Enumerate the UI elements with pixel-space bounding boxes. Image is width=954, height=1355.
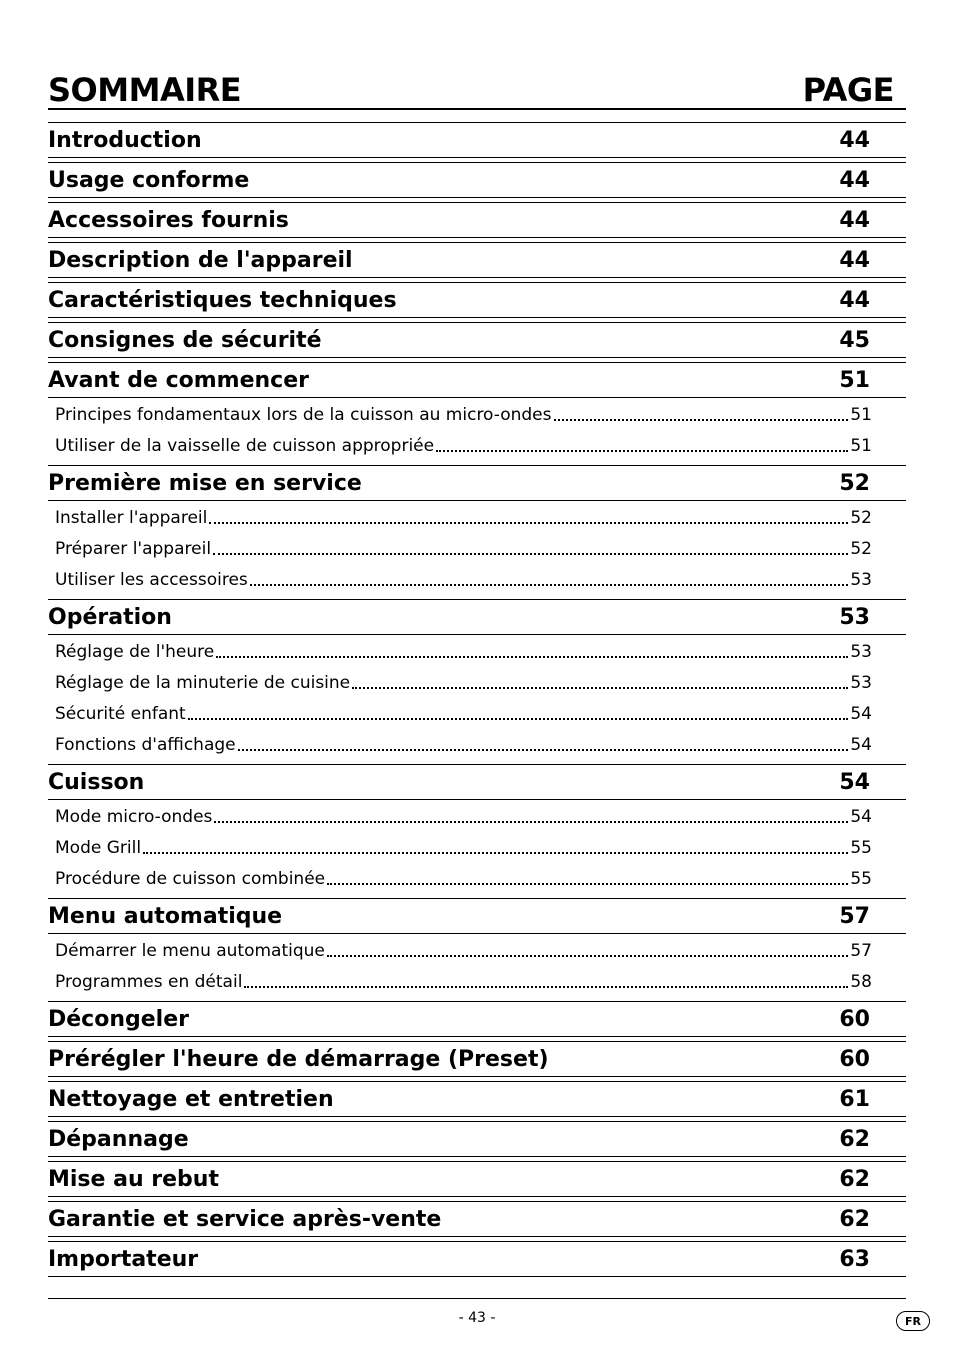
dot-leader — [209, 522, 848, 524]
page-number: - 43 - — [458, 1310, 496, 1326]
dot-leader — [214, 821, 848, 823]
subsection-page: 53 — [850, 672, 872, 693]
section-page: 52 — [839, 471, 870, 496]
section-page: 44 — [839, 248, 870, 273]
toc-section[interactable] — [48, 1041, 906, 1077]
section-page: 45 — [839, 328, 870, 353]
toc-section[interactable] — [48, 162, 906, 198]
section-page: 62 — [839, 1167, 870, 1192]
section-page: 62 — [839, 1207, 870, 1232]
section-title: Importateur — [48, 1247, 199, 1272]
toc-subsection[interactable] — [48, 966, 906, 997]
toc-subsection[interactable] — [48, 729, 906, 760]
section-title: Première mise en service — [48, 471, 362, 496]
toc-subsection[interactable] — [48, 564, 906, 595]
dot-leader — [216, 656, 848, 658]
dot-leader — [238, 749, 849, 751]
subsection-title: Mode micro-ondes — [55, 806, 213, 827]
section-page: 63 — [839, 1247, 870, 1272]
subsection-title: Procédure de cuisson combinée — [55, 868, 326, 889]
toc-section[interactable] — [48, 122, 906, 158]
toc-subsection[interactable] — [48, 502, 906, 533]
dot-leader — [188, 718, 849, 720]
section-title: Introduction — [48, 128, 202, 153]
section-title: Consignes de sécurité — [48, 328, 322, 353]
section-page: 57 — [839, 904, 870, 929]
dot-leader — [352, 687, 848, 689]
toc-section[interactable] — [48, 764, 906, 800]
toc-subsection[interactable] — [48, 801, 906, 832]
section-title: Décongeler — [48, 1007, 189, 1032]
subsection-title: Démarrer le menu automatique — [55, 940, 325, 961]
subsection-page: 54 — [850, 806, 872, 827]
toc-section[interactable] — [48, 1241, 906, 1277]
section-title: Prérégler l'heure de démarrage (Preset) — [48, 1047, 549, 1072]
section-page: 60 — [839, 1047, 870, 1072]
section-title: Opération — [48, 605, 172, 630]
dot-leader — [213, 553, 848, 555]
dot-leader — [244, 986, 848, 988]
dot-leader — [250, 584, 849, 586]
toc-section[interactable] — [48, 599, 906, 635]
subsection-list — [48, 800, 906, 894]
toc-subsection[interactable] — [48, 863, 906, 894]
section-title: Mise au rebut — [48, 1167, 219, 1192]
section-page: 51 — [839, 368, 870, 393]
table-of-contents — [48, 122, 906, 1281]
subsection-list — [48, 635, 906, 760]
toc-subsection[interactable] — [48, 698, 906, 729]
toc-section[interactable] — [48, 1121, 906, 1157]
section-title: Menu automatique — [48, 904, 283, 929]
subsection-title: Utiliser les accessoires — [55, 569, 248, 590]
section-page: 61 — [839, 1087, 870, 1112]
subsection-page: 52 — [850, 507, 872, 528]
toc-section[interactable] — [48, 322, 906, 358]
toc-subsection[interactable] — [48, 533, 906, 564]
toc-section[interactable] — [48, 1001, 906, 1037]
section-title: Garantie et service après-vente — [48, 1207, 442, 1232]
dot-leader — [327, 955, 848, 957]
subsection-page: 58 — [850, 971, 872, 992]
subsection-page: 54 — [850, 703, 872, 724]
section-page: 44 — [839, 128, 870, 153]
subsection-title: Utiliser de la vaisselle de cuisson appropriée — [55, 435, 435, 456]
subsection-page: 51 — [850, 435, 872, 456]
toc-section[interactable] — [48, 465, 906, 501]
toc-section[interactable] — [48, 282, 906, 318]
toc-subsection[interactable] — [48, 832, 906, 863]
section-title: Avant de commencer — [48, 368, 309, 393]
subsection-page: 53 — [850, 569, 872, 590]
subsection-title: Sécurité enfant — [55, 703, 186, 724]
section-title: Usage conforme — [48, 168, 250, 193]
toc-subsection[interactable] — [48, 935, 906, 966]
section-title: Nettoyage et entretien — [48, 1087, 334, 1112]
section-page: 54 — [839, 770, 870, 795]
section-page: 62 — [839, 1127, 870, 1152]
dot-leader — [436, 450, 848, 452]
toc-header — [48, 70, 906, 110]
section-title: Dépannage — [48, 1127, 189, 1152]
subsection-list — [48, 398, 906, 461]
toc-subsection[interactable] — [48, 667, 906, 698]
subsection-page: 55 — [850, 837, 872, 858]
language-badge: FR — [896, 1311, 930, 1331]
section-page: 53 — [839, 605, 870, 630]
section-title: Caractéristiques techniques — [48, 288, 397, 313]
toc-section[interactable] — [48, 1081, 906, 1117]
toc-subsection[interactable] — [48, 430, 906, 461]
dot-leader — [554, 419, 849, 421]
subsection-title: Installer l'appareil — [55, 507, 208, 528]
toc-section[interactable] — [48, 202, 906, 238]
subsection-page: 52 — [850, 538, 872, 559]
section-page: 44 — [839, 168, 870, 193]
footer-divider — [48, 1298, 906, 1299]
subsection-list — [48, 934, 906, 997]
subsection-page: 55 — [850, 868, 872, 889]
subsection-title: Principes fondamentaux lors de la cuisson au micro-ondes — [55, 404, 552, 425]
subsection-page: 57 — [850, 940, 872, 961]
section-title: Accessoires fournis — [48, 208, 289, 233]
toc-section[interactable] — [48, 362, 906, 398]
toc-title: SOMMAIRE — [48, 71, 242, 109]
toc-subsection[interactable] — [48, 399, 906, 430]
subsection-title: Réglage de l'heure — [55, 641, 215, 662]
dot-leader — [143, 852, 848, 854]
section-page: 44 — [839, 208, 870, 233]
toc-subsection[interactable] — [48, 636, 906, 667]
subsection-title: Préparer l'appareil — [55, 538, 212, 559]
subsection-title: Réglage de la minuterie de cuisine — [55, 672, 351, 693]
subsection-list — [48, 501, 906, 595]
subsection-title: Fonctions d'affichage — [55, 734, 236, 755]
toc-section[interactable] — [48, 242, 906, 278]
subsection-page: 53 — [850, 641, 872, 662]
page-column-label: PAGE — [802, 71, 894, 109]
subsection-page: 54 — [850, 734, 872, 755]
subsection-page: 51 — [850, 404, 872, 425]
toc-section[interactable] — [48, 898, 906, 934]
toc-section[interactable] — [48, 1161, 906, 1197]
toc-section[interactable] — [48, 1201, 906, 1237]
section-page: 60 — [839, 1007, 870, 1032]
section-title: Cuisson — [48, 770, 145, 795]
subsection-title: Programmes en détail — [55, 971, 243, 992]
dot-leader — [327, 883, 848, 885]
section-title: Description de l'appareil — [48, 248, 353, 273]
subsection-title: Mode Grill — [55, 837, 142, 858]
section-page: 44 — [839, 288, 870, 313]
